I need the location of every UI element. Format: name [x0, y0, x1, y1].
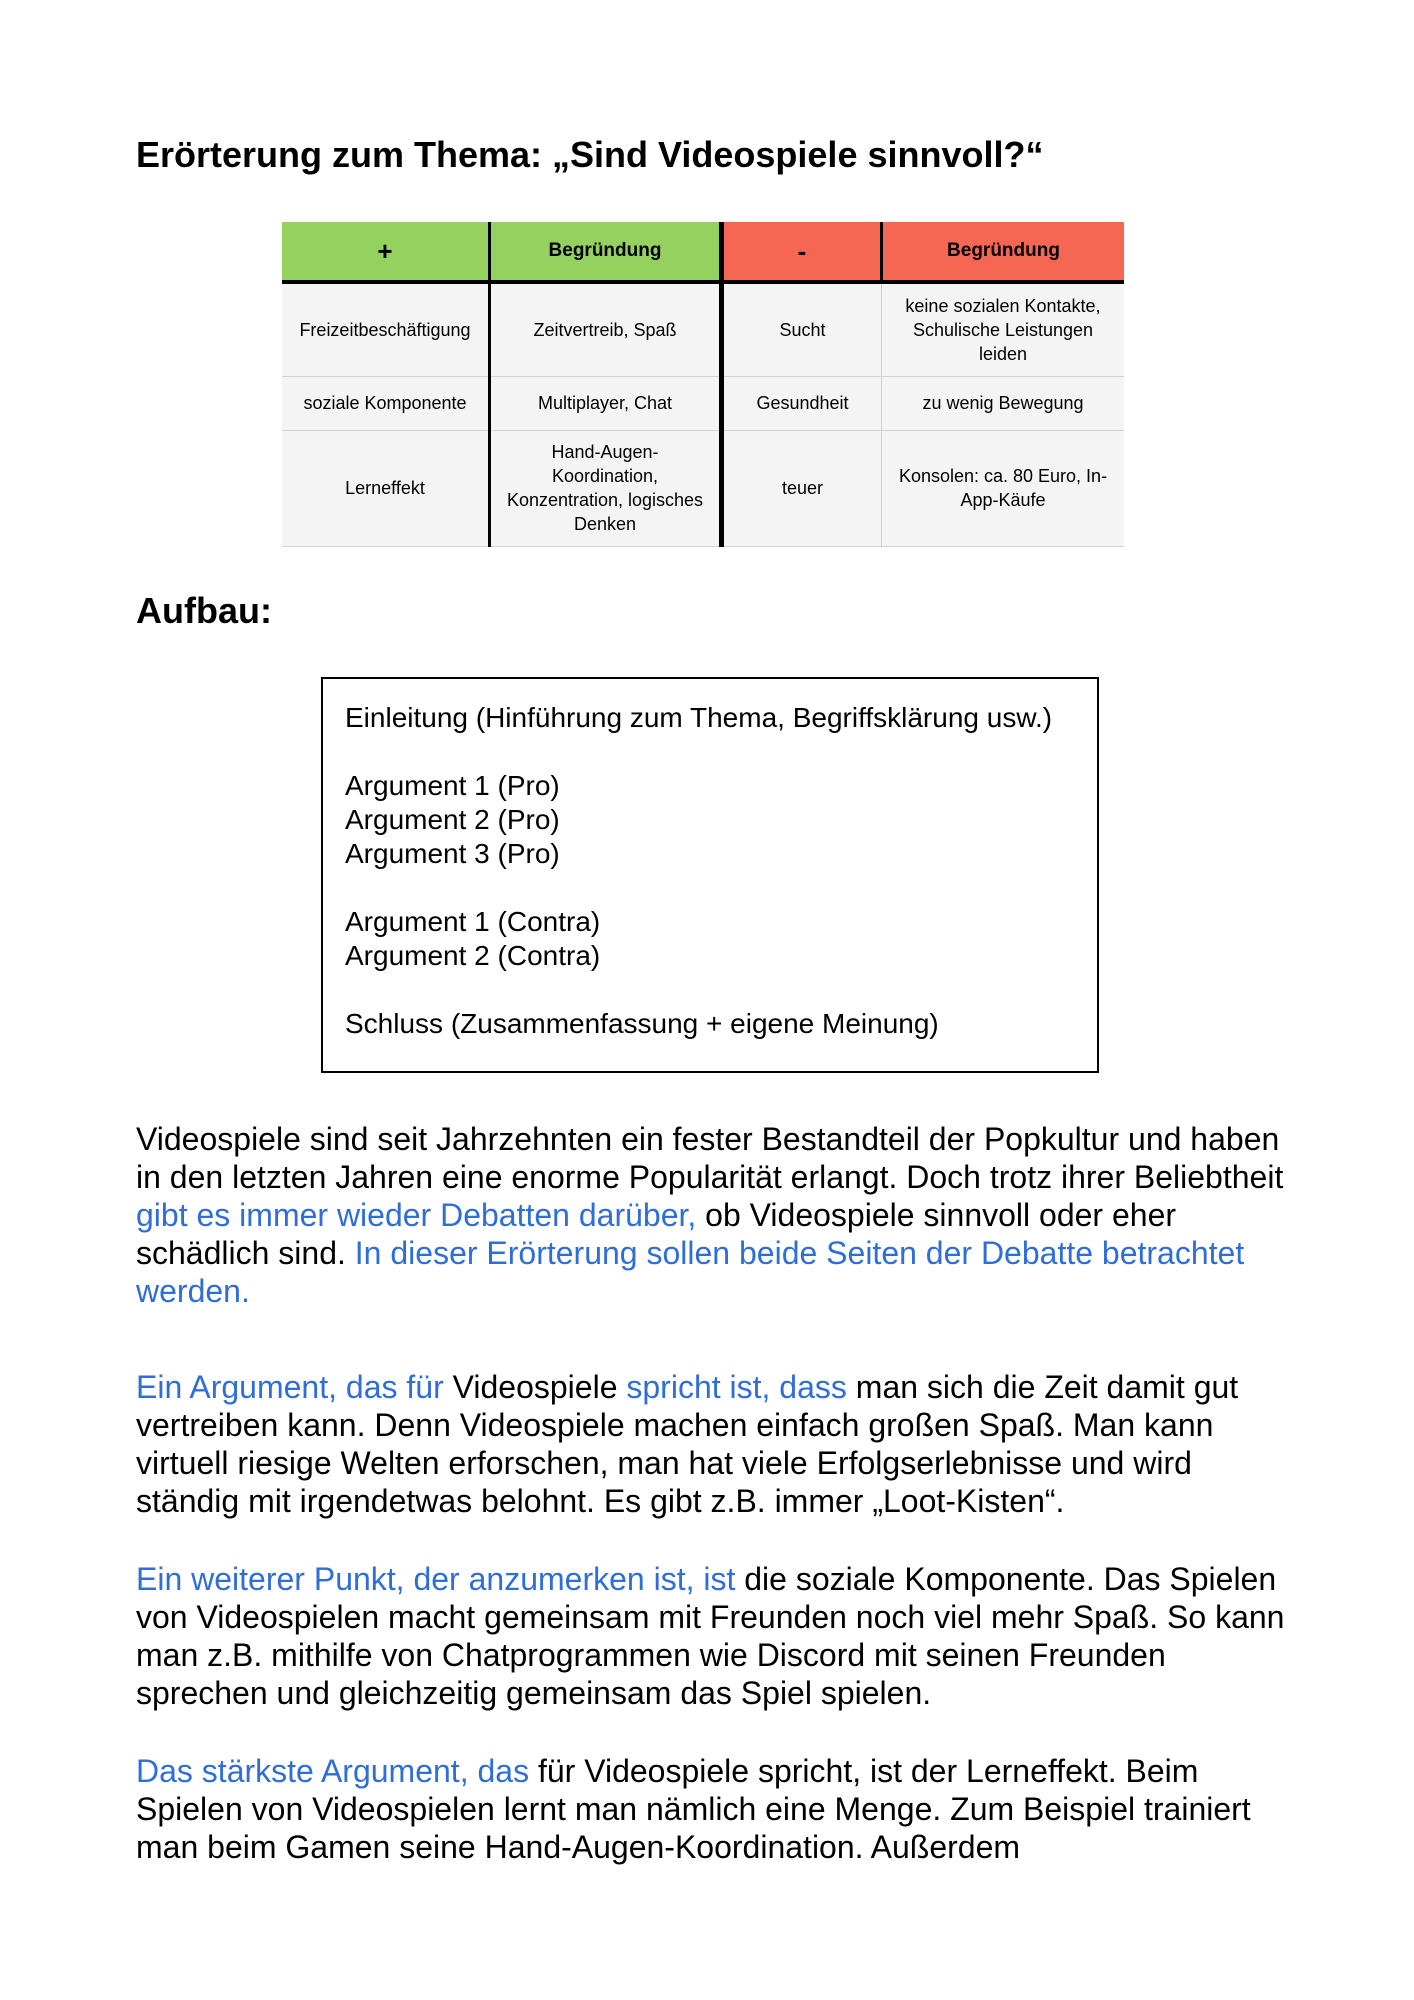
table-cell: Hand-Augen-Koordination, Konzentration, logisches Denken [490, 430, 722, 546]
table-cell: zu wenig Bewegung [882, 376, 1125, 430]
table-cell: teuer [722, 430, 882, 546]
essay-paragraph-introduction [136, 1120, 1296, 1310]
table-cell: Gesundheit [722, 376, 882, 430]
outline-item: Argument 3 (Pro) [345, 838, 560, 869]
essay-text: für Videospiele spricht, ist der Lerneffekt. Beim Spielen von Videospielen lernt man nämlich eine Menge. Zum Beispiel trainiert man beim Gamen seine Hand-Augen-Koordination. Außerdem [136, 1753, 1251, 1865]
table-cell: Multiplayer, Chat [490, 376, 722, 430]
table-cell: Lerneffekt [282, 430, 490, 546]
outline-item: Argument 2 (Contra) [345, 940, 601, 971]
essay-highlight: Ein Argument, das für [136, 1369, 444, 1405]
table-row [282, 376, 1124, 430]
essay-paragraph-argument-3 [136, 1752, 1296, 1866]
document-title: Erörterung zum Thema: „Sind Videospiele sinnvoll?“ [136, 134, 1044, 175]
header-pro-symbol: + [282, 222, 490, 282]
pro-contra-table [282, 222, 1124, 547]
table-row [282, 282, 1124, 376]
outline-spacer [345, 735, 1075, 769]
essay-highlight: Das stärkste Argument, das [136, 1753, 530, 1789]
essay-highlight: gibt es immer wieder Debatten darüber, [136, 1197, 697, 1233]
table-cell: Konsolen: ca. 80 Euro, In-App-Käufe [882, 430, 1125, 546]
essay-highlight: Ein weiterer Punkt, der anzumerken ist, ist [136, 1561, 736, 1597]
essay-text: ob Videospiele sinnvoll oder eher schädlich sind. [136, 1197, 1177, 1271]
header-pro-reason: Begründung [490, 222, 722, 282]
outline-item: Argument 1 (Contra) [345, 906, 601, 937]
header-contra-reason: Begründung [882, 222, 1125, 282]
essay-text: Videospiele sind seit Jahrzehnten ein fester Bestandteil der Popkultur und haben in den letzten Jahren eine enorme Popularität erlangt. Doch trotz ihrer Beliebtheit [136, 1121, 1284, 1195]
table-cell: Sucht [722, 282, 882, 376]
essay-text: Videospiele [443, 1369, 627, 1405]
table-header-row [282, 222, 1124, 282]
table-cell: keine sozialen Kontakte, Schulische Leistungen leiden [882, 282, 1125, 376]
outline-item: Argument 2 (Pro) [345, 804, 560, 835]
essay-text: man sich die Zeit damit gut vertreiben kann. Denn Videospiele machen einfach großen Spaß. Man kann virtuell riesige Welten erforschen, man hat viele Erfolgserlebnisse und wird ständig mit irgendetwas belohnt. Es gibt z.B. immer „Loot-Kisten“. [136, 1369, 1239, 1519]
table-row [282, 430, 1124, 546]
outline-item: Argument 1 (Pro) [345, 770, 560, 801]
outline-spacer [345, 871, 1075, 905]
table-cell: Freizeitbeschäftigung [282, 282, 490, 376]
essay-paragraph-argument-1 [136, 1368, 1296, 1520]
outline-item: Schluss (Zusammenfassung + eigene Meinung) [345, 1008, 939, 1039]
outline-box [321, 677, 1099, 1073]
essay-text: die soziale Komponente. Das Spielen von Videospielen macht gemeinsam mit Freunden noch viel mehr Spaß. So kann man z.B. mithilfe von Chatprogrammen wie Discord mit seinen Freunden sprechen und gleichzeitig gemeinsam das Spiel spielen. [136, 1561, 1285, 1711]
outline-spacer [345, 973, 1075, 1007]
outline-item: Einleitung (Hinführung zum Thema, Begriffsklärung usw.) [345, 702, 1053, 733]
aufbau-heading: Aufbau: [136, 590, 272, 631]
essay-highlight: In dieser Erörterung sollen beide Seiten der Debatte betrachtet werden. [136, 1235, 1245, 1309]
table-cell: Zeitvertreib, Spaß [490, 282, 722, 376]
header-contra-symbol: - [722, 222, 882, 282]
essay-paragraph-argument-2 [136, 1560, 1296, 1712]
essay-highlight: spricht ist, dass [626, 1369, 847, 1405]
table-cell: soziale Komponente [282, 376, 490, 430]
